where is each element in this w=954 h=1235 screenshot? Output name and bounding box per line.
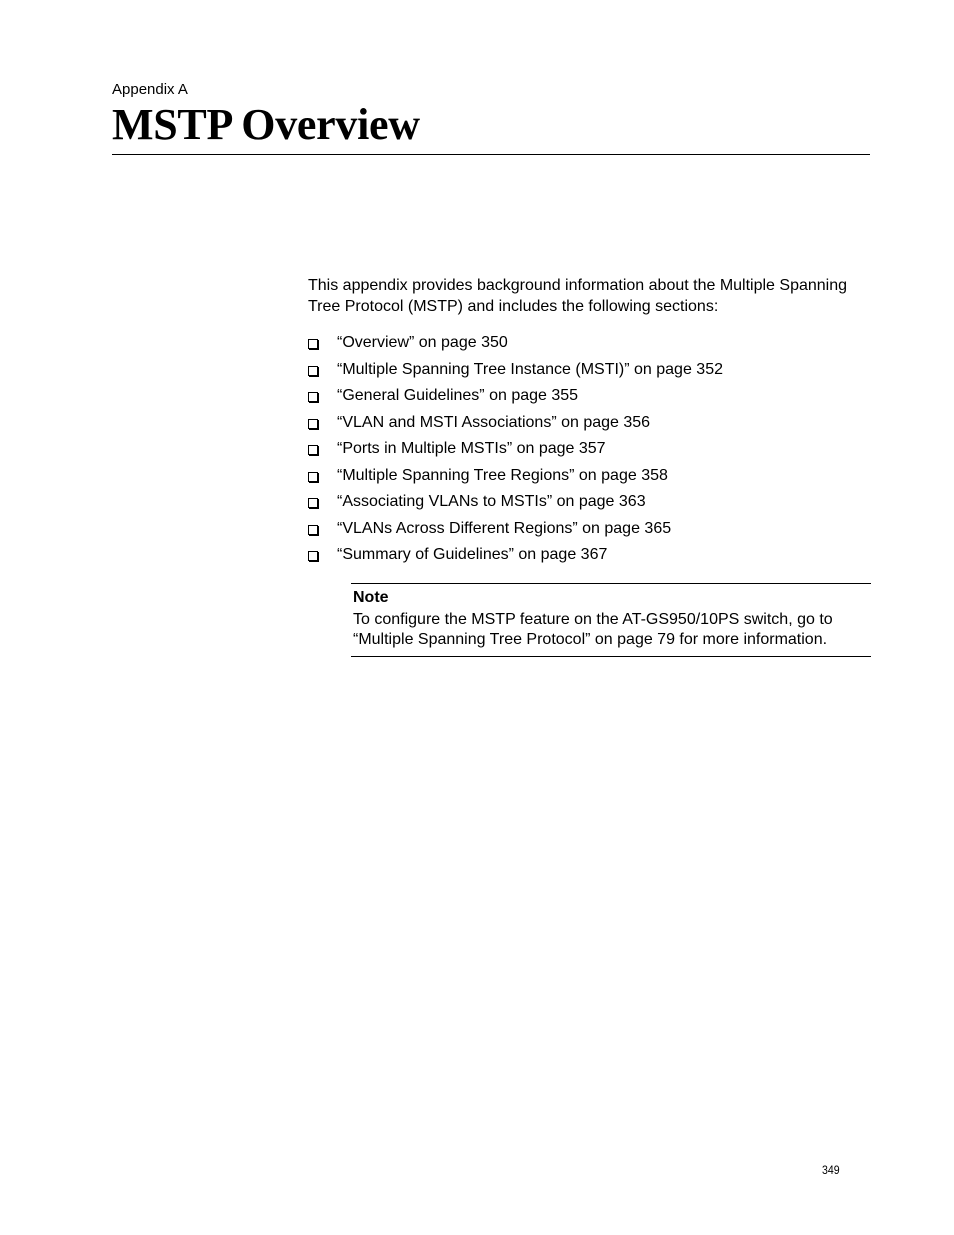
checkbox-bullet-icon: [308, 472, 318, 482]
page-number: 349: [822, 1163, 840, 1177]
list-item: [308, 465, 723, 492]
title-divider: [112, 154, 870, 155]
section-link[interactable]: “Ports in Multiple MSTIs” on page 357: [337, 440, 606, 457]
chapter-label: Appendix A: [112, 81, 188, 98]
section-link[interactable]: “Multiple Spanning Tree Regions” on page 358: [337, 466, 668, 484]
checkbox-bullet-icon: [308, 498, 318, 508]
section-link[interactable]: “Multiple Spanning Tree Instance (MSTI)” on page 352: [337, 360, 723, 378]
checkbox-bullet-icon: [308, 366, 318, 376]
page-title: MSTP Overview: [112, 100, 420, 149]
section-link[interactable]: “Summary of Guidelines” on page 367: [337, 546, 608, 563]
checkbox-bullet-icon: [308, 445, 318, 455]
note-heading: Note: [353, 589, 389, 606]
section-link[interactable]: “Associating VLANs to MSTIs” on page 363: [337, 493, 646, 510]
list-item: [308, 491, 723, 518]
section-link[interactable]: “VLAN and MSTI Associations” on page 356: [337, 413, 651, 431]
section-link[interactable]: “General Guidelines” on page 355: [337, 387, 579, 404]
list-item: [308, 359, 723, 386]
checkbox-bullet-icon: [308, 419, 318, 429]
note-box: [351, 583, 871, 657]
checkbox-bullet-icon: [308, 551, 318, 561]
note-body: To configure the MSTP feature on the AT-GS950/10PS switch, go to “Multiple Spanning Tree Protocol” on page 79 for more information.: [353, 611, 833, 648]
checkbox-bullet-icon: [308, 392, 318, 402]
list-item: [308, 544, 723, 571]
list-item: [308, 412, 723, 439]
section-link[interactable]: “VLANs Across Different Regions” on page 365: [337, 519, 672, 537]
list-item: [308, 332, 723, 359]
checkbox-bullet-icon: [308, 525, 318, 535]
section-list: [308, 332, 723, 571]
list-item: [308, 385, 723, 412]
intro-paragraph: This appendix provides background information about the Multiple Spanning Tree Protocol (MSTP) and includes the following sections:: [308, 277, 848, 315]
section-link[interactable]: “Overview” on page 350: [337, 334, 508, 351]
list-item: [308, 438, 723, 465]
checkbox-bullet-icon: [308, 339, 318, 349]
list-item: [308, 518, 723, 545]
